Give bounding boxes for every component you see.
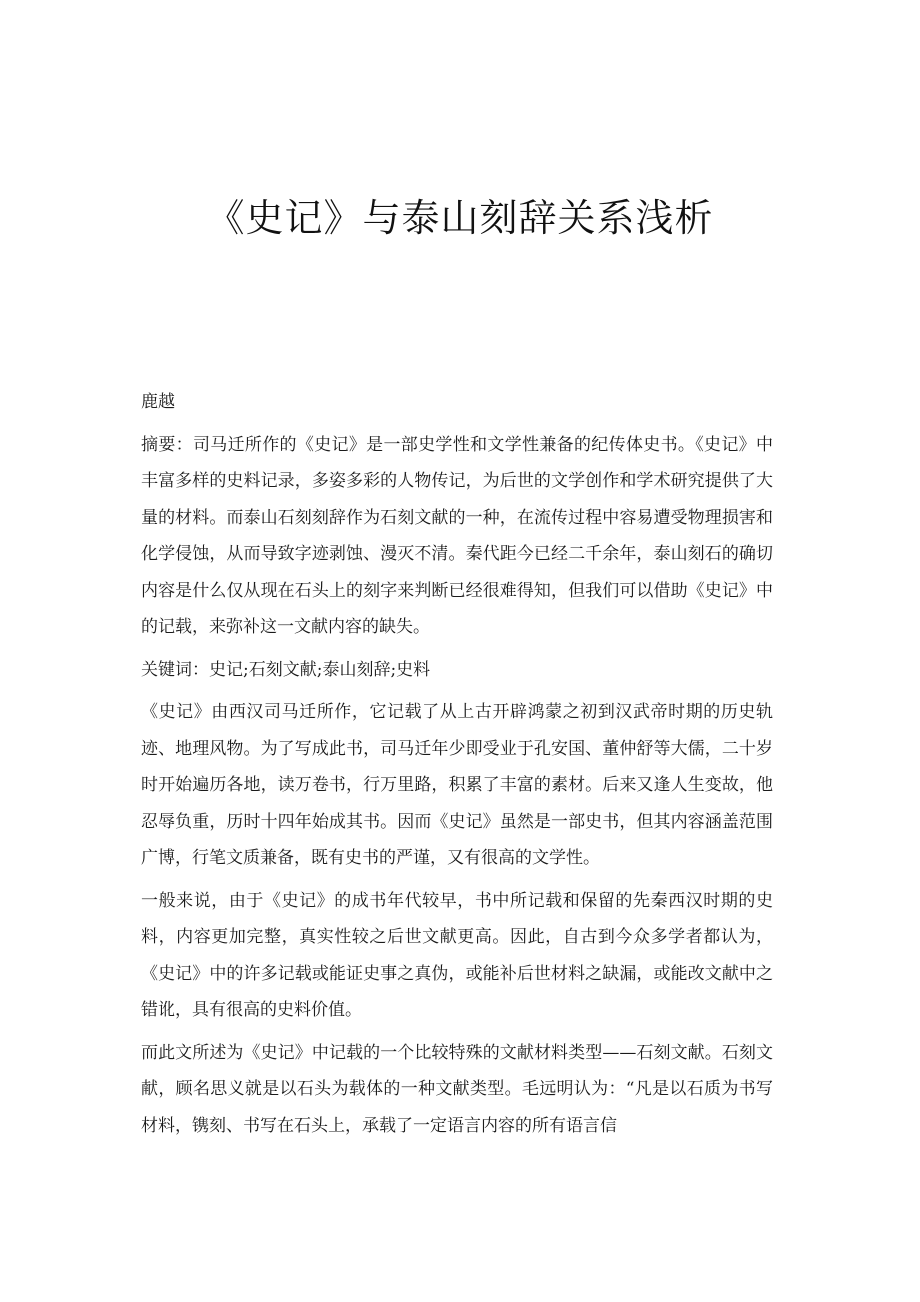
document-body [141, 384, 773, 1150]
body-paragraph-3: 而此文所述为《史记》中记载的一个比较特殊的文献材料类型——石刻文献。石刻文献，顾名思义就是以石头为载体的一种文献类型。毛远明认为：“凡是以石质为书写材料，镌刻、书写在石头上，承载了一定语言内容的所有语言信 [141, 1042, 773, 1136]
author-name: 鹿越 [141, 392, 175, 412]
body-paragraph-2: 一般来说，由于《史记》的成书年代较早，书中所记载和保留的先秦西汉时期的史料，内容更加完整，真实性较之后世文献更高。因此，自古到今众多学者都认为，《史记》中的许多记载或能证史事之真伪，或能补后世材料之缺漏，或能改文献中之错讹，具有很高的史料价值。 [141, 890, 773, 1020]
abstract-paragraph: 摘要：司马迁所作的《史记》是一部史学性和文学性兼备的纪传体史书。《史记》中丰富多样的史料记录，多姿多彩的人物传记，为后世的文学创作和学术研究提供了大量的材料。而泰山石刻刻辞作为石刻文献的一种，在流传过程中容易遭受物理损害和化学侵蚀，从而导致字迹剥蚀、漫灭不清。秦代距今已经二千余年，泰山刻石的确切内容是什么仅从现在石头上的刻字来判断已经很难得知，但我们可以借助《史记》中的记载，来弥补这一文献内容的缺失。 [141, 434, 773, 637]
body-paragraph-1: 《史记》由西汉司马迁所作，它记载了从上古开辟鸿蒙之初到汉武帝时期的历史轨迹、地理风物。为了写成此书，司马迁年少即受业于孔安国、董仲舒等大儒，二十岁时开始遍历各地，读万卷书，行万里路，积累了丰富的素材。后来又逢人生变故，他忍辱负重，历时十四年始成其书。因而《史记》虽然是一部史书，但其内容涵盖范围广博，行笔文质兼备，既有史书的严谨，又有很高的文学性。 [141, 702, 773, 868]
document-title: 《史记》与泰山刻辞关系浅析 [206, 196, 714, 240]
keywords-line: 关键词：史记;石刻文献;泰山刻辞;史料 [141, 659, 431, 680]
